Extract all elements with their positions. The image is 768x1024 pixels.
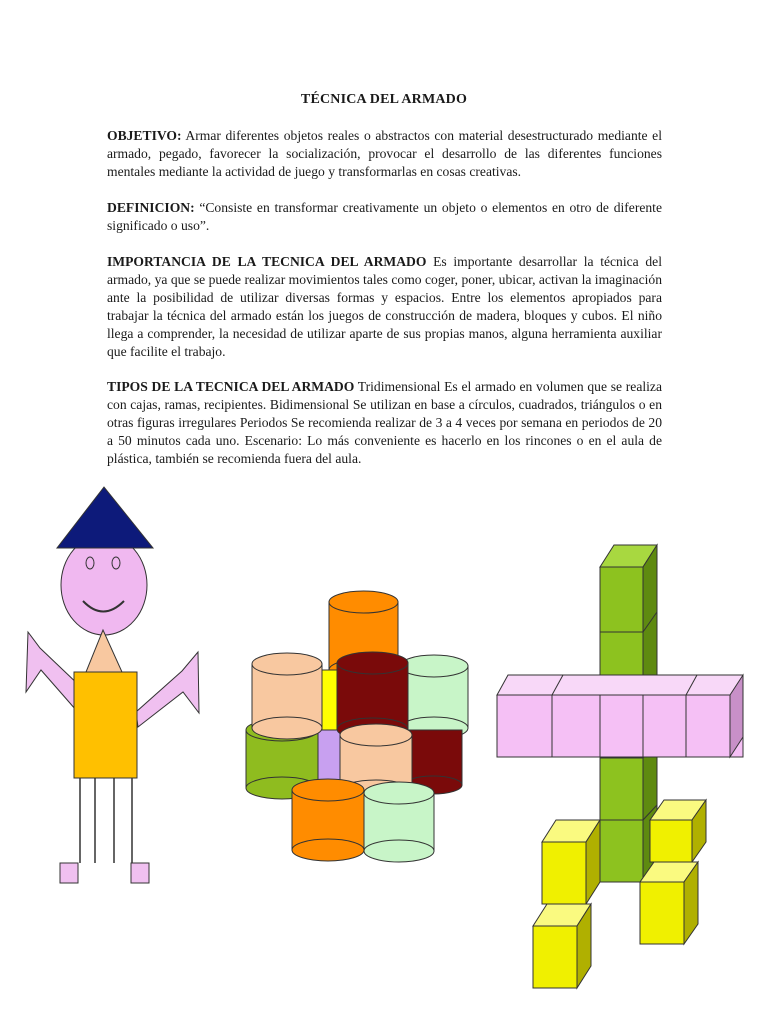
figure-eye-left [86,557,94,569]
figure-hat [57,487,153,548]
paragraph-objetivo [107,127,662,181]
importancia-label: IMPORTANCIA DE LA TECNICA DEL ARMADO [107,254,427,269]
figure-body [74,672,137,778]
objetivo-text: Armar diferentes objetos reales o abstractos con material desestructurado mediante el armado, pegado, favorecer la socialización, provocar el desarrollo de las diferentes funciones mentales mediante la actividad de juego y transformarlas en cosas creativas. [107,128,662,179]
figure-foot-left [60,863,78,883]
definicion-text: “Consiste en transformar creativamente un objeto o elementos en otro de diferente significado o uso”. [107,200,662,233]
objetivo-label: OBJETIVO: [107,128,182,143]
figure-eye-right [112,557,120,569]
cylinder-orange-bottom [292,779,364,861]
tipos-text: Tridimensional Es el armado en volumen que se realiza con cajas, ramas, recipientes. Bidimensional Se utilizan en base a círculos, cuadrados, triángulos o en otras figuras irregulares Periodos Se recomienda realizar de 3 a 4 veces por semana en periodos de 20 a 50 minutos cada uno. Escenario: Lo más conveniente es hacerlo en los rincones o en el aula de plástica, también se recomienda fuera del aula. [107,379,662,466]
cube-leg-right-yellow [640,800,706,944]
cylinder-stack-illustration [246,591,468,862]
cube-figure-illustration [497,545,743,988]
tipos-label: TIPOS DE LA TECNICA DEL ARMADO [107,379,355,394]
cube-arms-pink [497,675,743,757]
definicion-label: DEFINICION: [107,200,195,215]
paragraph-definicion [107,199,662,235]
stick-figure-illustration [26,487,199,883]
figure-arm-right [136,652,199,727]
illustrations [0,470,768,1024]
cylinder-peach-top-left [252,653,322,739]
figure-face [61,535,147,635]
document-title: TÉCNICA DEL ARMADO [300,92,468,107]
figure-neck [86,630,122,672]
paragraph-tipos [107,378,662,468]
cube-leg-left-yellow [533,820,600,988]
paragraph-importancia [107,253,662,361]
importancia-text: Es importante desarrollar la técnica del armado, ya que se puede realizar movimientos tales como coger, poner, ubicar, activan la imaginación ante la posibilidad de utilizar diversas formas y espacios. Entre los elementos apropiados para trabajar la técnica del armado están los juegos de construcción de madera, bloques y cubos. El niño llega a comprender, la necesidad de utilizar aparte de sus propias manos, alguna herramienta auxiliar que facilite el trabajo. [107,254,662,359]
cylinder-mint-bottom [364,782,434,862]
cylinder-mint-right [400,655,468,739]
figure-foot-right [131,863,149,883]
